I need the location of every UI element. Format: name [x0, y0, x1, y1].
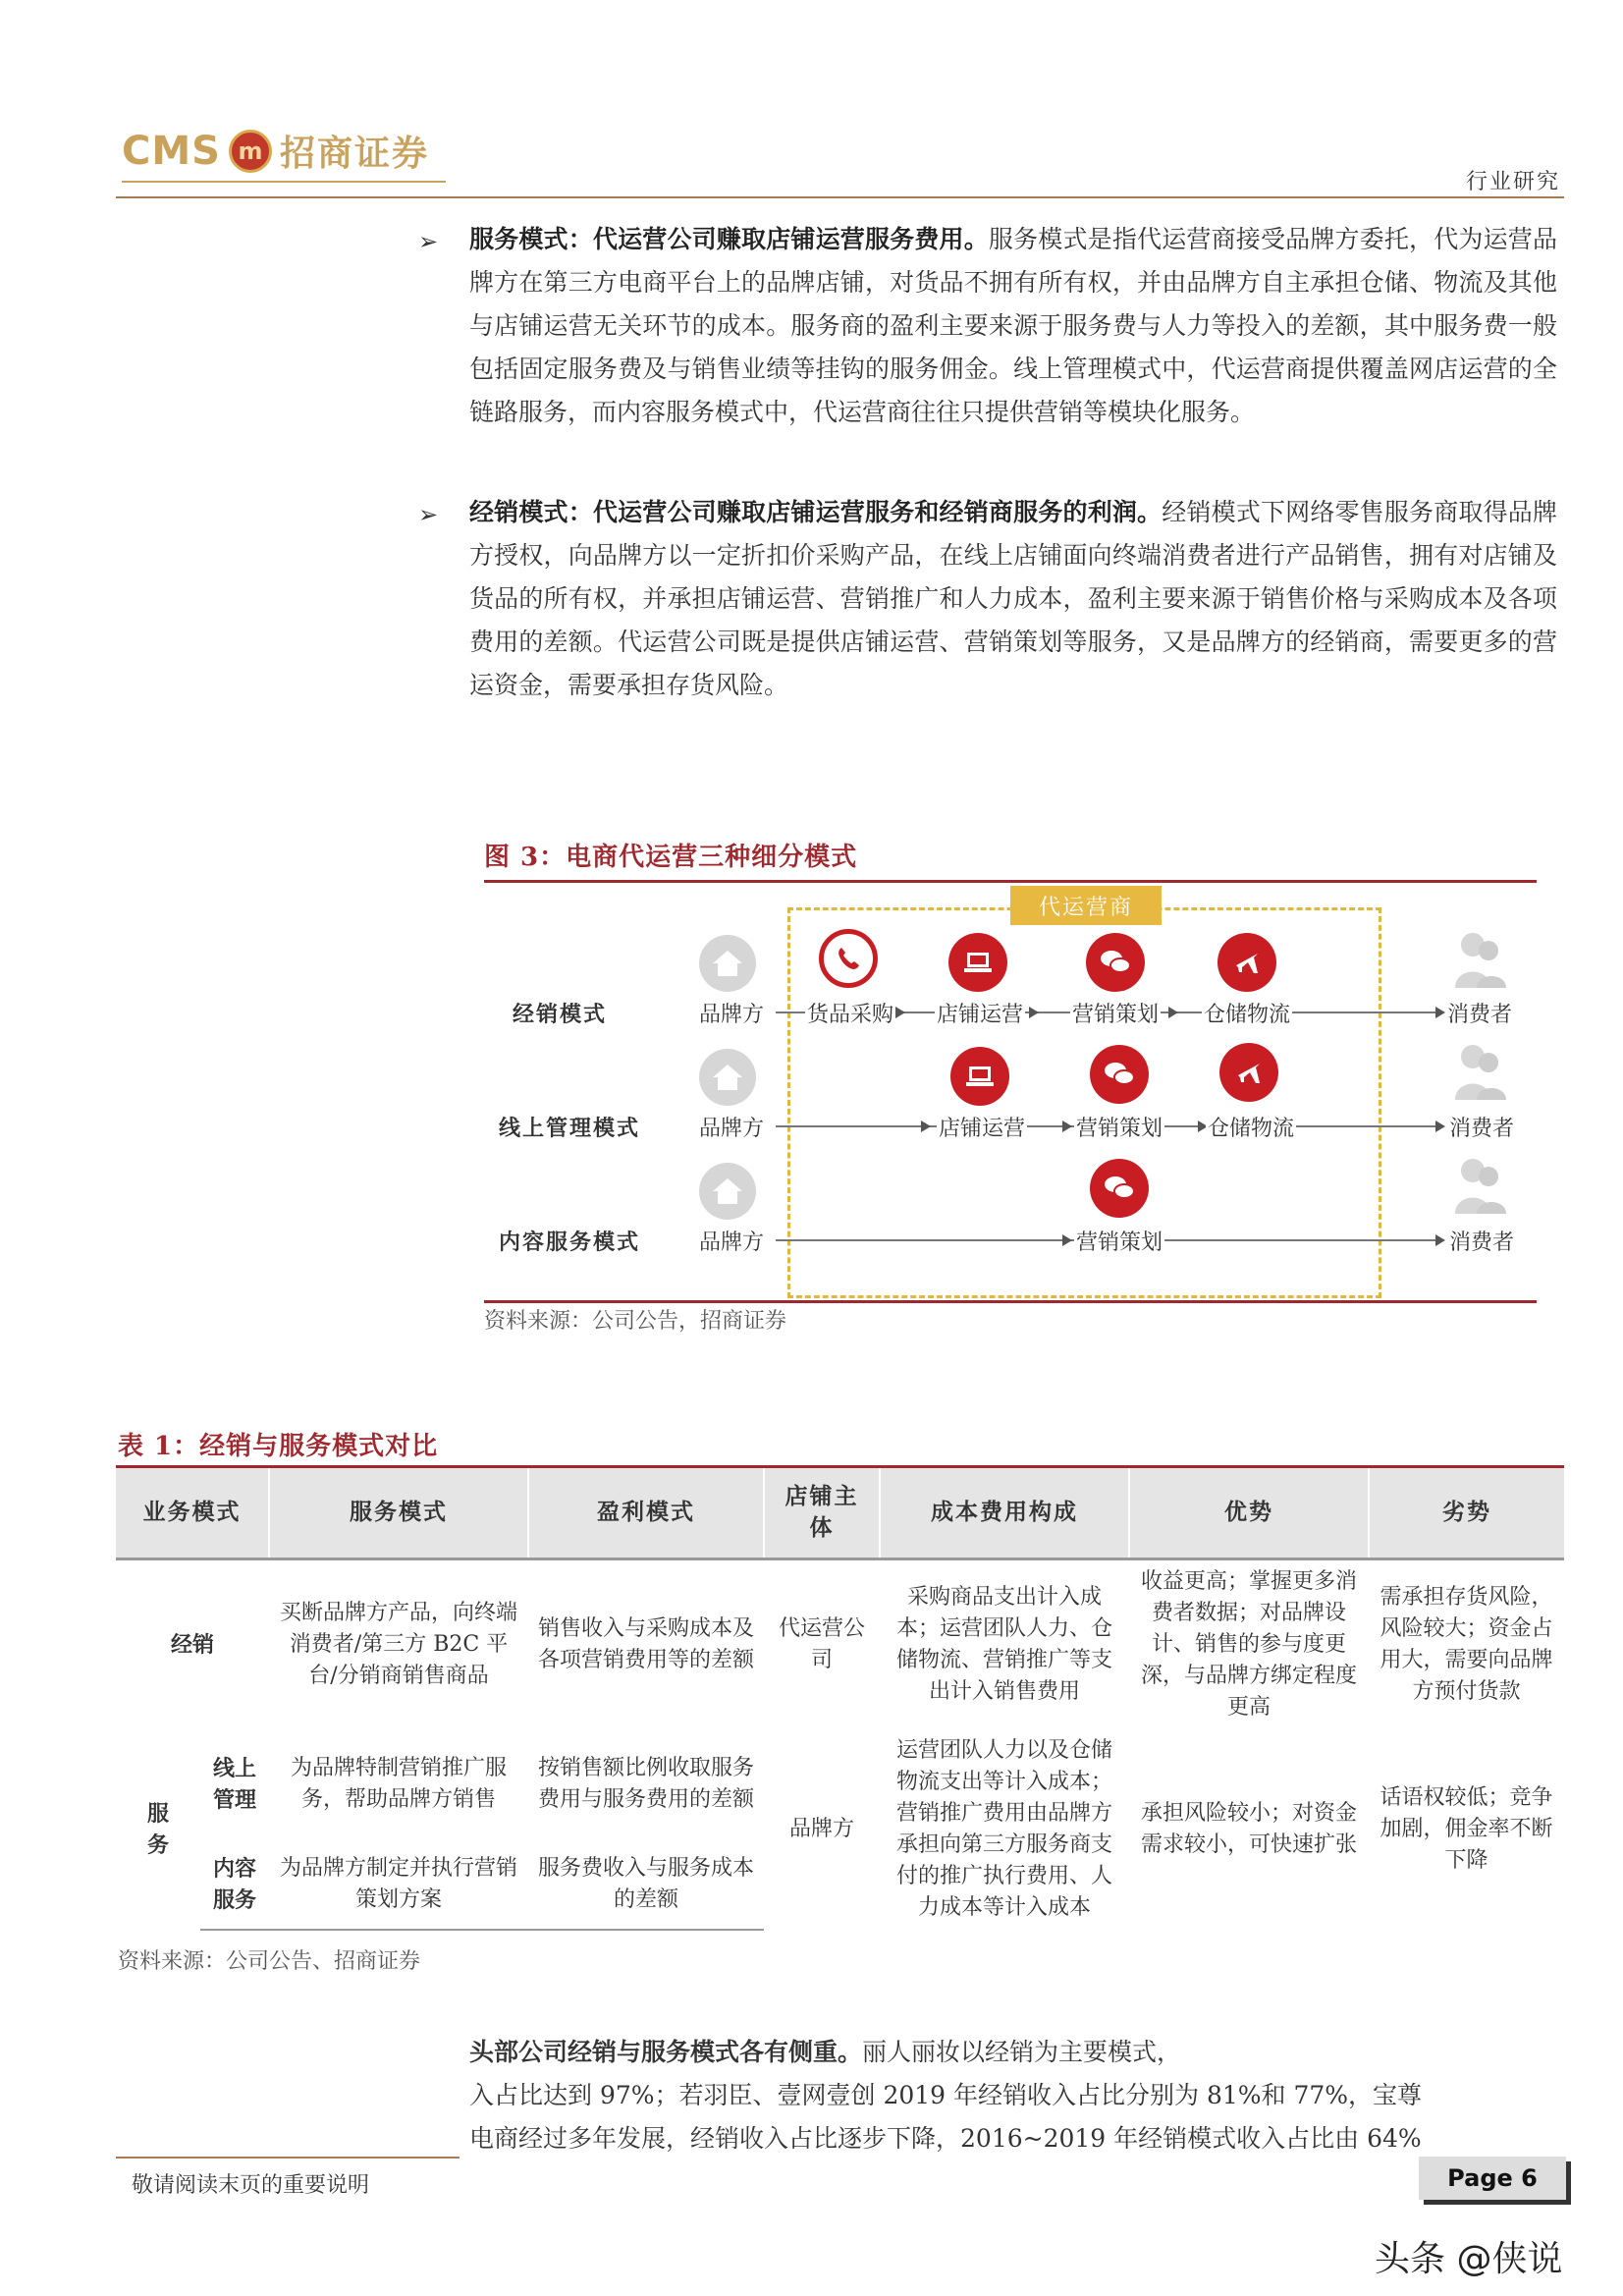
bullet-distribution-mode	[418, 491, 1557, 707]
section-tag: 行业研究	[1465, 170, 1560, 194]
bullet-arrow-icon: ➢	[418, 501, 439, 528]
mode-label-distribution: 经销模式	[513, 1002, 608, 1027]
mode-label-online-management: 线上管理模式	[499, 1116, 641, 1141]
node-marketing: 营销策划	[1074, 1112, 1164, 1142]
table-row	[116, 1558, 1564, 1729]
table-source: 资料来源：公司公告、招商证券	[118, 1949, 421, 1974]
bottom-heading: 头部公司经销与服务模式各有侧重。	[469, 2038, 863, 2066]
header-cell: 业务模式	[116, 1468, 269, 1558]
arrow-icon	[1435, 1234, 1445, 1246]
brand-house-icon	[699, 1163, 756, 1220]
footer-divider	[116, 2157, 460, 2159]
bullet-distribution-text: 经销模式下网络零售服务商取得品牌方授权，向品牌方以一定折扣价采购产品，在线上店铺面向终端消费者进行产品销售，拥有对店铺及货品的所有权，并承担店铺运营、营销推广和人力成本，盈利主要来源于销售价格与采购成本及各项费用的差额。代运营公司既是提供店铺运营、营销策划等服务，又是品牌方的经销商，需要更多的营运资金，需要承担存货风险。	[469, 498, 1557, 699]
header-cell: 优势	[1129, 1468, 1369, 1558]
consumer-label: 消费者	[1447, 1112, 1516, 1142]
phone-icon	[819, 929, 878, 988]
airplane-icon	[1217, 933, 1276, 992]
operator-box-label: 代运营商	[1010, 886, 1162, 925]
node-store-operation: 店铺运营	[935, 998, 1025, 1028]
comparison-table	[116, 1468, 1564, 1931]
header-cell: 店铺主体	[764, 1468, 880, 1558]
brand-label: 品牌方	[697, 1112, 766, 1142]
arrow-icon	[1435, 1007, 1445, 1018]
consumer-label: 消费者	[1447, 1226, 1516, 1256]
bullet-arrow-icon: ➢	[418, 228, 439, 255]
bottom-paragraph	[469, 2031, 1557, 2160]
bullet-service-mode	[418, 218, 1557, 434]
table-cell: 为品牌特制营销推广服务，帮助品牌方销售	[290, 1756, 507, 1813]
table-cell: 代运营公司	[764, 1558, 880, 1729]
table-cell: 经销	[116, 1558, 269, 1729]
page-number: Page 6	[1419, 2157, 1566, 2200]
chat-bubbles-icon	[1086, 933, 1145, 992]
consumer-person-icon	[1451, 1155, 1508, 1216]
company-logo	[122, 126, 429, 176]
table-cell: 线上管理	[212, 1756, 256, 1814]
bottom-line2: 入占比达到 97%；若羽臣、壹网壹创 2019 年经销收入占比分别为 81%和 77%，宝尊	[469, 2081, 1423, 2109]
table-cell: 收益更高；掌握更多消费者数据；对品牌设计、销售的参与度更深，与品牌方绑定程度更高	[1129, 1558, 1369, 1729]
arrow-icon	[1435, 1121, 1445, 1132]
arrow-icon	[1062, 1121, 1072, 1132]
figure-top-rule	[484, 880, 1537, 883]
logo-company-name: 招商证券	[279, 133, 429, 174]
laptop-icon	[948, 933, 1007, 992]
table-cell: 品牌方	[788, 1816, 854, 1841]
arrow-icon	[1062, 1234, 1072, 1246]
table-cell: 销售收入与采购成本及各项营销费用等的差额	[528, 1558, 764, 1729]
brand-house-icon	[699, 935, 756, 992]
header-divider	[116, 196, 1564, 198]
table-cell: 为品牌方制定并执行营销策划方案	[269, 1840, 528, 1930]
table-cell: 采购商品支出计入成本；运营团队人力、仓储物流、营销推广等支出计入销售费用	[880, 1558, 1129, 1729]
laptop-icon	[950, 1047, 1009, 1106]
mode-label-content-service: 内容服务模式	[499, 1230, 641, 1255]
logo-cms-text: CMS	[122, 128, 221, 174]
table-cell: 运营团队人力以及仓储物流支出等计入成本；营销推广费用由品牌方承担向第三方服务商支付的推广执行费用、人力成本等计入成本	[895, 1737, 1112, 1920]
brand-house-icon	[699, 1049, 756, 1106]
bottom-line1: 丽人丽妆以经销为主要模式，	[862, 2038, 1182, 2066]
table-header-row	[116, 1468, 1564, 1558]
figure-source: 资料来源：公司公告，招商证券	[484, 1309, 787, 1334]
header-cell: 劣势	[1369, 1468, 1564, 1558]
table-cell: 需承担存货风险，风险较大；资金占用大，需要向品牌方预付货款	[1369, 1558, 1564, 1729]
header-cell: 盈利模式	[528, 1468, 764, 1558]
node-marketing: 营销策划	[1074, 1226, 1164, 1256]
node-procurement: 货品采购	[805, 998, 895, 1028]
brand-label: 品牌方	[697, 1226, 766, 1256]
arrow-icon	[1029, 1007, 1039, 1018]
header-cell: 服务模式	[269, 1468, 528, 1558]
footer-note: 敬请阅读末页的重要说明	[132, 2173, 370, 2198]
table-cell: 买断品牌方产品，向终端消费者/第三方 B2C 平台/分销商销售商品	[269, 1558, 528, 1729]
node-logistics: 仓储物流	[1206, 1112, 1296, 1142]
consumer-label: 消费者	[1445, 998, 1514, 1028]
table-row	[116, 1729, 1564, 1840]
bottom-line3: 电商经过多年发展，经销收入占比逐步下降，2016~2019 年经销模式收入占比由 64%	[469, 2124, 1422, 2153]
airplane-icon	[1219, 1043, 1278, 1102]
bullet-service-heading: 服务模式：代运营公司赚取店铺运营服务费用。	[469, 225, 989, 253]
figure-bottom-rule	[484, 1300, 1537, 1303]
watermark: 头条 @侠说	[1375, 2239, 1563, 2279]
bullet-distribution-heading: 经销模式：代运营公司赚取店铺运营服务和经销商服务的利润。	[469, 498, 1163, 526]
table-cell: 按销售额比例收取服务费用与服务费用的差额	[538, 1756, 755, 1813]
table-cell: 承担风险较小；对资金需求较小，可快速扩张	[1140, 1800, 1357, 1857]
arrow-icon	[921, 1121, 931, 1132]
node-store-operation: 店铺运营	[937, 1112, 1027, 1142]
logo-emblem-icon: m	[229, 130, 272, 173]
consumer-person-icon	[1451, 929, 1508, 990]
table-title: 表 1：经销与服务模式对比	[118, 1432, 439, 1461]
arrow-icon	[1168, 1007, 1178, 1018]
table-cell: 话语权较低；竞争加剧，佣金率不断下降	[1380, 1784, 1553, 1873]
chat-bubbles-icon	[1090, 1159, 1149, 1218]
node-logistics: 仓储物流	[1202, 998, 1292, 1028]
arrow-icon	[895, 1007, 905, 1018]
logo-underline	[122, 181, 446, 183]
chat-bubbles-icon	[1090, 1045, 1149, 1104]
table-cell: 服务费收入与服务成本的差额	[528, 1840, 764, 1930]
header-cell: 成本费用构成	[880, 1468, 1129, 1558]
figure-title: 图 3：电商代运营三种细分模式	[484, 843, 858, 872]
table-cell: 服务	[146, 1800, 169, 1858]
node-marketing: 营销策划	[1070, 998, 1161, 1028]
consumer-person-icon	[1451, 1041, 1508, 1102]
table-cell: 内容服务	[200, 1840, 269, 1930]
bullet-service-text: 服务模式是指代运营商接受品牌方委托，代为运营品牌方在第三方电商平台上的品牌店铺，对货品不拥有所有权，并由品牌方自主承担仓储、物流及其他与店铺运营无关环节的成本。服务商的盈利主要来源于服务费与人力等投入的差额，其中服务费一般包括固定服务费及与销售业绩等挂钩的服务佣金。线上管理模式中，代运营商提供覆盖网店运营的全链路服务，而内容服务模式中，代运营商往往只提供营销等模块化服务。	[469, 225, 1557, 426]
brand-label: 品牌方	[697, 998, 766, 1028]
